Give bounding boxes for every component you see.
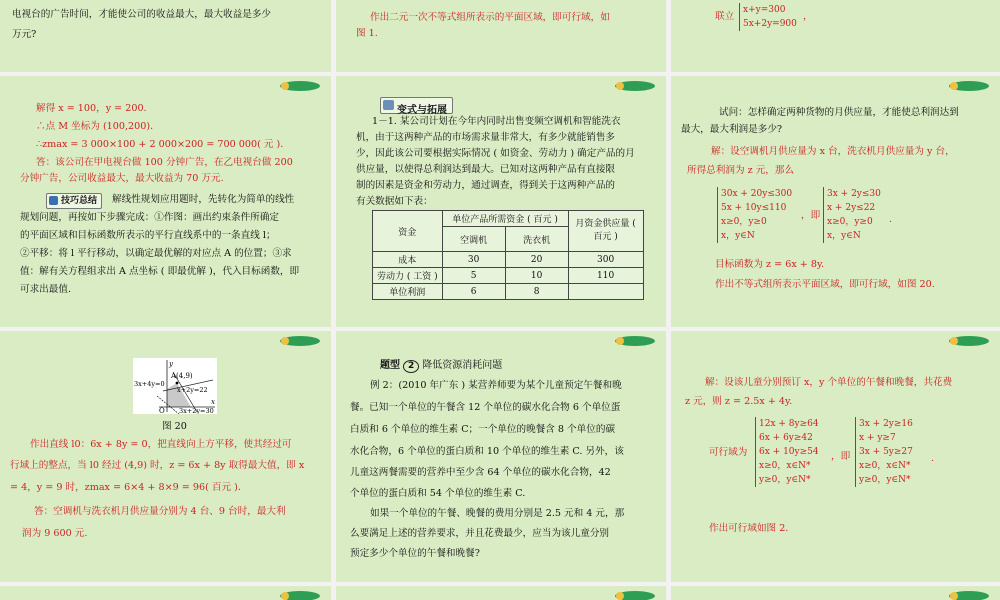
table-cell: 单位利润 — [373, 284, 443, 300]
table-header-text: 月资金供应量 ( 百元 ) — [575, 219, 636, 242]
text-line: 制的因素是资金和劳动力，通过调查，得到关于这两种产品的 — [356, 180, 616, 191]
inequality-system — [755, 417, 819, 487]
text-line: 图 1. — [356, 28, 378, 39]
topic-tag: 题型 — [380, 360, 400, 371]
table-cell: 劳动力 ( 工资 ) — [373, 268, 443, 284]
table-row — [373, 252, 644, 268]
slide-3 — [671, 0, 1000, 72]
table-row — [373, 284, 644, 300]
inequality: x≥0，x∈N* — [759, 461, 811, 471]
text-line: = 4，y = 9 时，zmax = 6×4 + 8×9 = 96( 百元 )． — [10, 482, 248, 493]
table-header: 单位产品所需资金 ( 百元 ) — [442, 211, 568, 227]
inequality: y≥0，y∈N* — [859, 475, 911, 485]
inequality: 5x + 10y≤110 — [721, 203, 787, 213]
inequality: x + 2y≤22 — [827, 203, 876, 213]
inequality: 3x + 2y≥16 — [859, 419, 913, 429]
logo-icon — [614, 335, 656, 347]
table-cell: 30 — [442, 252, 505, 268]
table-cell — [568, 284, 643, 300]
text-line: 电视台的广告时间，才能使公司的收益最大，最大收益是多少 — [12, 9, 272, 20]
punctuation: ， — [803, 11, 813, 22]
topic-title: 降低资源消耗问题 — [422, 360, 503, 371]
inequality: x≥0，y≥0 — [721, 217, 767, 227]
logo-icon — [948, 335, 990, 347]
text-line: 的平面区域和目标函数所表示的平行直线系中的一条直线 l； — [20, 230, 276, 241]
inequality: x + y≥7 — [859, 433, 896, 443]
inequality: y≥0，y∈N* — [759, 475, 811, 485]
text-line: ∴点 M 坐标为 (100,200)． — [36, 121, 160, 132]
text-line: 水化合物，6 个单位的蛋白质和 10 个单位的维生素 C. 另外，该 — [350, 446, 624, 457]
book-icon — [383, 100, 394, 110]
text-line: 万元? — [12, 29, 37, 40]
solve-label: 联立 — [715, 11, 735, 22]
inequality-system — [823, 187, 881, 243]
pencil-icon — [49, 196, 58, 205]
topic-header — [380, 358, 502, 374]
point-a-label: A(4,9) — [171, 372, 193, 380]
inequality: x，y∈N — [827, 231, 861, 241]
text-line: 1－1. 某公司计划在今年内同时出售变频空调机和智能洗衣 — [372, 116, 621, 127]
inequality-system — [855, 417, 913, 487]
y-axis-label: y — [169, 360, 173, 368]
logo-icon — [279, 590, 321, 600]
logo-icon — [948, 590, 990, 600]
equation: 5x+2y=900 — [743, 19, 797, 29]
topic-number-badge: 2 — [403, 360, 419, 373]
text-line: z 元，则 z = 2.5x + 4y. — [685, 396, 793, 407]
table-header — [568, 211, 643, 252]
line-x2y22-label: x+2y=22 — [177, 386, 208, 394]
inequality: x≥0，y≥0 — [827, 217, 873, 227]
text-line: 个单位的蛋白质和 54 个单位的维生素 C. — [350, 488, 526, 499]
logo-icon — [614, 590, 656, 600]
inequality: 6x + 6y≥42 — [759, 433, 813, 443]
text-line: 所得总利润为 z 元，那么 — [687, 165, 795, 176]
text-line: 作出直线 l0：6x + 8y = 0，把直线向上方平移，使其经过可 — [30, 439, 292, 450]
slide-1 — [0, 0, 331, 72]
inequality: 3x + 2y≤30 — [827, 189, 881, 199]
table-cell: 110 — [568, 268, 643, 284]
inequality: 12x + 8y≥64 — [759, 419, 819, 429]
logo-icon — [279, 80, 321, 92]
tip-badge — [46, 193, 102, 209]
text-line: 解：设空调机月供应量为 x 台，洗衣机月供应量为 y 台， — [711, 146, 955, 157]
text-line: 餐。已知一个单位的午餐含 12 个单位的碳水化合物 6 个单位蛋 — [350, 402, 621, 413]
text-line: 如果一个单位的午餐、晚餐的费用分别是 2.5 元和 4 元，那 — [370, 508, 625, 519]
data-table — [372, 210, 644, 300]
inequality: 3x + 5y≥27 — [859, 447, 913, 457]
logo-icon — [614, 80, 656, 92]
table-cell: 6 — [442, 284, 505, 300]
text-line: 么要满足上述的营养要求，并且花费最少，应当为该儿童分别 — [350, 528, 610, 539]
slide-2 — [336, 0, 666, 72]
inequality: x≥0，x∈N* — [859, 461, 911, 471]
inequality-system — [717, 187, 792, 243]
text-line: 少，因此该公司要根据实际情况 ( 如资金、劳动力 ) 确定产品的月 — [356, 148, 635, 159]
slide-6 — [671, 76, 1000, 327]
text-line: 值：解有关方程组求出 A 点坐标 ( 即最优解 )，代入目标函数，即 — [20, 266, 300, 277]
text-line: 预定多少个单位的午餐和晚餐? — [350, 548, 480, 559]
line-3x2y30-label: 3x+2y=30 — [179, 407, 214, 414]
feasible-region-figure — [133, 358, 217, 414]
text-line: 行域上的整点，当 l0 经过 (4,9) 时，z = 6x + 8y 取得最大值，即 x — [10, 460, 305, 471]
text-line: 解线性规划应用题时，先转化为简单的线性 — [112, 194, 295, 205]
text-line: 儿童这两餐需要的营养中至少含 64 个单位的碳水化合物，42 — [350, 467, 611, 478]
text-line: 最大，最大利润是多少? — [681, 124, 783, 135]
inequality: 30x + 20y≤300 — [721, 189, 793, 199]
text-line: 答：空调机与洗衣机月供应量分别为 4 台、9 台时，最大利 — [34, 506, 286, 517]
origin-label: O — [159, 407, 165, 414]
text-line: 答：该公司在甲电视台做 100 分钟广告，在乙电视台做 200 — [36, 157, 293, 168]
table-cell: 10 — [505, 268, 568, 284]
text-line: 分钟广告，公司收益最大，最大收益为 70 万元. — [20, 173, 224, 184]
punctuation: . — [889, 214, 893, 225]
text-line: 目标函数为 z = 6x + 8y. — [715, 259, 825, 270]
text-line: ∴zmax = 3 000×100 + 2 000×200 = 700 000( 元 )． — [36, 139, 290, 150]
text-line: 作出可行域如图 2. — [709, 523, 789, 534]
table-cell: 成本 — [373, 252, 443, 268]
figure-caption: 图 20 — [162, 421, 187, 432]
slide-strip-right — [671, 586, 1000, 600]
logo-icon — [279, 335, 321, 347]
text-line: 机，由于这两种产品的市场需求量非常大，有多少就能销售多 — [356, 132, 616, 143]
table-header: 资金 — [373, 211, 443, 252]
table-row — [373, 268, 644, 284]
text-line: 白质和 6 个单位的维生素 C；一个单位的晚餐含 8 个单位的碳 — [350, 424, 616, 435]
slide-4 — [0, 76, 331, 327]
table-header: 空调机 — [442, 227, 505, 252]
separator-text: ，即 — [801, 210, 821, 221]
inequality: 6x + 10y≥54 — [759, 447, 819, 457]
table-cell: 300 — [568, 252, 643, 268]
slide-strip-left — [0, 586, 331, 600]
text-line: 解：设该儿童分别预订 x，y 个单位的午餐和晚餐，共花费 — [705, 377, 953, 388]
inequality: x，y∈N — [721, 231, 755, 241]
text-line: 供应量，以使得总利润达到最大。已知对这两种产品有直接限 — [356, 164, 616, 175]
text-line: 有关数据如下表： — [356, 196, 433, 207]
slide-5 — [336, 76, 666, 327]
table-cell: 20 — [505, 252, 568, 268]
text-line: 例 2：(2010 年广东 ) 某营养师要为某个儿童预定午餐和晚 — [370, 380, 622, 391]
separator-text: ，即 — [831, 451, 851, 462]
text-line: 作出不等式组所表示平面区域，即可行域，如图 20. — [715, 279, 935, 290]
punctuation: . — [931, 453, 935, 464]
slide-8 — [336, 331, 666, 582]
text-line: ②平移：将 l 平行移动，以确定最优解的对应点 A 的位置；③求 — [20, 248, 292, 259]
text-line: 试问：怎样确定两种货物的月供应量，才能使总利润达到 — [719, 107, 959, 118]
slide-7 — [0, 331, 331, 582]
text-line: 可求出最值. — [20, 284, 72, 295]
table-cell: 8 — [505, 284, 568, 300]
logo-icon — [948, 80, 990, 92]
text-line: 规划问题，再按如下步骤完成：①作图：画出约束条件所确定 — [20, 212, 280, 223]
point-a — [176, 382, 179, 385]
line-l0-label: 3x+4y=0 — [134, 380, 165, 388]
table-header: 洗衣机 — [505, 227, 568, 252]
equation: x+y=300 — [743, 5, 786, 15]
x-axis-label: x — [211, 398, 215, 406]
table-cell: 5 — [442, 268, 505, 284]
equation-system — [739, 3, 797, 31]
section-header — [380, 97, 453, 114]
feasible-label: 可行域为 — [709, 447, 748, 458]
section-title: 变式与拓展 — [397, 105, 447, 116]
text-line: 解得 x = 100，y = 200. — [36, 103, 147, 114]
slide-strip-middle — [336, 586, 666, 600]
slide-9 — [671, 331, 1000, 582]
text-line: 作出二元一次不等式组所表示的平面区域，即可行域，如 — [370, 12, 610, 23]
tip-label: 技巧总结 — [61, 196, 98, 206]
text-line: 润为 9 600 元. — [22, 528, 88, 539]
